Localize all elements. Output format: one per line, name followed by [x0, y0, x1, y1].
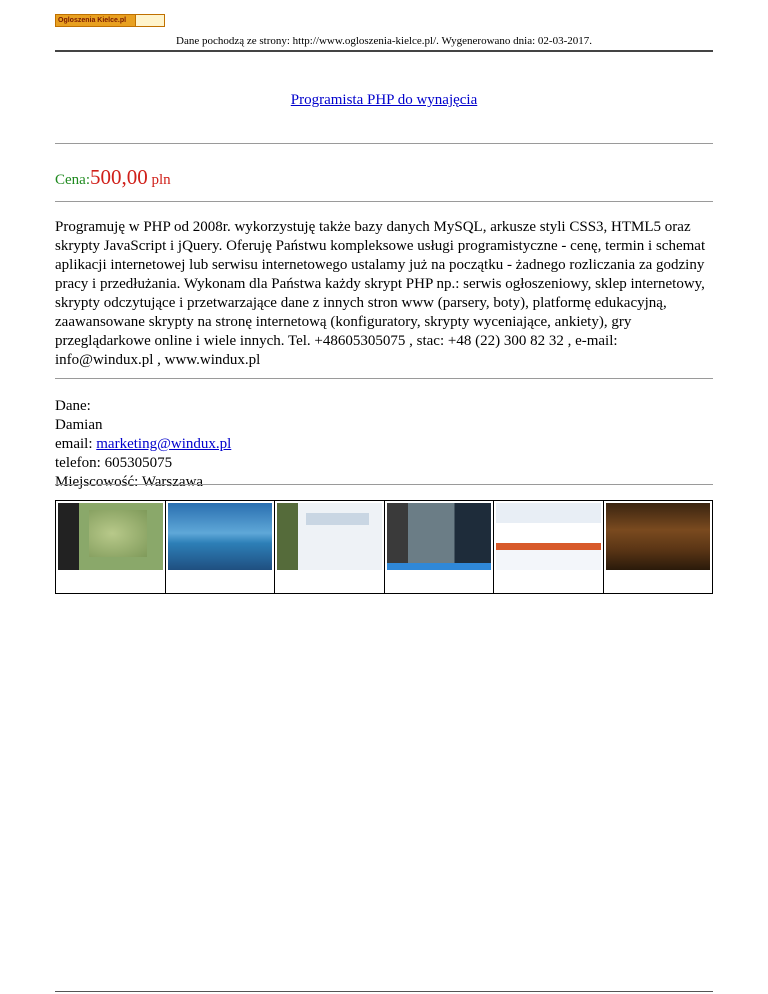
gallery-thumbnail[interactable]	[56, 501, 166, 593]
contact-block	[55, 397, 231, 492]
price-label: Cena:	[55, 172, 90, 188]
city-value: Warszawa	[141, 474, 204, 490]
logo-text: Ogloszenia Kielce.pl	[58, 17, 127, 24]
contact-city-row	[55, 473, 231, 492]
gallery-thumbnail[interactable]	[166, 501, 276, 593]
thumbnail-image	[387, 503, 492, 570]
gallery-thumbnail[interactable]	[385, 501, 495, 593]
header-divider	[55, 50, 713, 52]
thumbnail-image	[277, 503, 382, 570]
thumbnail-image	[606, 503, 711, 570]
contact-phone-row	[55, 454, 231, 473]
listing-description: Programuję w PHP od 2008r. wykorzystuję także bazy danych MySQL, arkusze styli CSS3, HTML5 oraz skrypty JavaScript i jQuery. Oferuję Państwu kompleksowe usługi programistyczne - cenę, termin i schemat aplikacji internetowej lub serwisu internetowego ustalamy już na początku - żadnego rozliczania za godziny pracy i przedłużania. Wykonam dla Państwa każdy skrypt PHP np.: serwis ogłoszeniowy, sklep internetowy, skrypty odczytujące i przetwarzające dane z innych stron www (parsery, boty), platformę edukacyjną, zaawansowane skrypty na stronę internetową (konfiguratory, skrypty wyceniające, ankiety), gry przeglądarkowe online i wiele innych. Tel. +48605305075 , stac: +48 (22) 300 82 32 , e-mail: info@windux.pl , www.windux.pl	[55, 219, 706, 368]
email-link[interactable]: marketing@windux.pl	[96, 436, 232, 452]
divider	[55, 378, 713, 379]
price-currency: pln	[151, 172, 171, 188]
thumbnail-image	[58, 503, 163, 570]
price	[55, 165, 171, 190]
gallery-thumbnail[interactable]	[275, 501, 385, 593]
price-value: 500,00	[90, 165, 148, 189]
divider	[55, 484, 713, 485]
source-note: Dane pochodzą ze strony: http://www.ogloszenia-kielce.pl/. Wygenerowano dnia: 02-03-2017.	[176, 35, 592, 47]
logo-badge	[135, 15, 164, 26]
thumbnail-image	[496, 503, 601, 570]
city-label: Miejscowość:	[55, 474, 142, 490]
thumbnail-image	[168, 503, 273, 570]
phone-label: telefon:	[55, 455, 105, 471]
listing-title	[0, 92, 768, 109]
contact-name: Damian	[55, 417, 103, 433]
divider	[55, 201, 713, 202]
contact-email-row	[55, 435, 231, 454]
site-logo	[55, 14, 165, 27]
image-gallery	[55, 500, 713, 594]
phone-value: 605305075	[104, 455, 173, 471]
contact-heading: Dane:	[55, 398, 91, 414]
footer-divider	[55, 991, 713, 992]
listing-title-link[interactable]: Programista PHP do wynajęcia	[290, 92, 478, 108]
divider	[55, 143, 713, 144]
email-label: email:	[55, 436, 97, 452]
gallery-thumbnail[interactable]	[604, 501, 713, 593]
gallery-thumbnail[interactable]	[494, 501, 604, 593]
